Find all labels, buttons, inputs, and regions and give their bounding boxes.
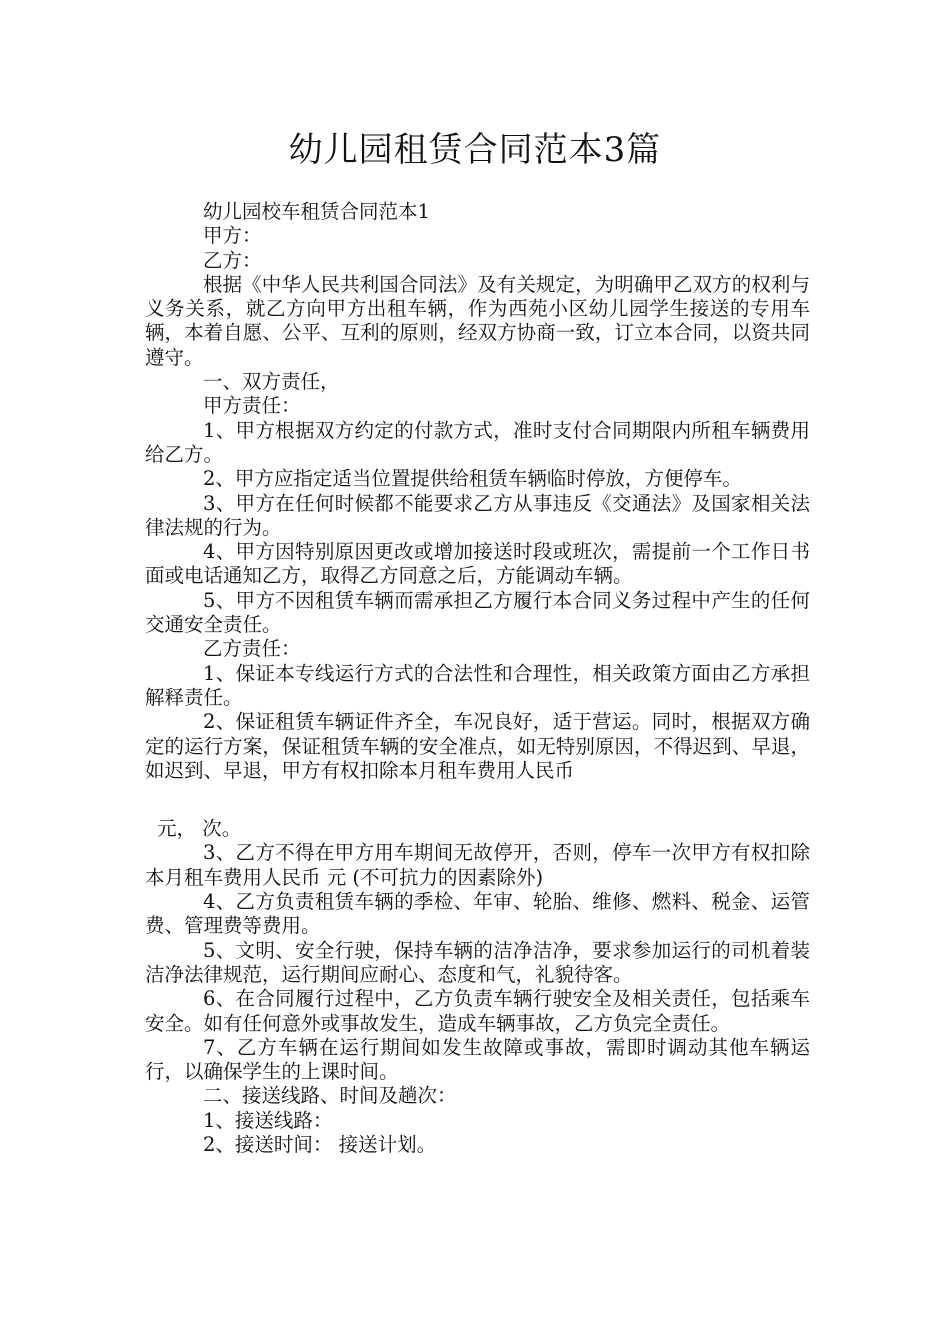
party-a-duty-4: 4、甲方因特别原因更改或增加接送时段或班次，需提前一个工作日书面或电话通知乙方，取得乙方同意之后，方能调动车辆。 [145,540,810,588]
party-b-duty-4: 4、乙方负责租赁车辆的季检、年审、轮胎、维修、燃料、税金、运管费、管理费等费用。 [145,890,810,938]
party-b-duty-2: 2、保证租赁车辆证件齐全，车况良好，适于营运。同时，根据双方确定的运行方案，保证租赁车辆的安全准点，如无特别原因，不得迟到、早退，如迟到、早退，甲方有权扣除本月租车费用人民币 [145,710,810,782]
party-b-duty-6: 6、在合同履行过程中，乙方负责车辆行驶安全及相关责任，包括乘车安全。如有任何意外或事故发生，造成车辆事故，乙方负完全责任。 [145,987,810,1035]
party-b-duty-7: 7、乙方车辆在运行期间如发生故障或事故，需即时调动其他车辆运行，以确保学生的上课时间。 [145,1035,810,1084]
party-b-duty-1: 1、保证本专线运行方式的合法性和合理性，相关政策方面由乙方承担解释责任。 [145,661,810,709]
document-body [145,200,810,1157]
party-a-duty-1: 1、甲方根据双方约定的付款方式，准时支付合同期限内所租车辆费用给乙方。 [145,418,810,466]
document-title: 幼儿园租赁合同范本3篇 [288,130,662,170]
party-a-duty-2: 2、甲方应指定适当位置提供给租赁车辆临时停放，方便停车。 [203,467,742,491]
party-b-duties-heading: 乙方责任： [203,637,301,661]
route-item-1: 1、接送线路： [203,1108,333,1132]
clause-heading: 一、双方责任， [203,370,340,394]
party-a-duty-3: 3、甲方在任何时候都不能要求乙方从事违反《交通法》及国家相关法律法规的行为。 [145,491,810,539]
party-b-duty-5: 5、文明、安全行驶，保持车辆的洁净洁净，要求参加运行的司机着装洁净法律规范，运行期间应耐心、态度和气，礼貌待客。 [145,938,810,986]
section-heading: 幼儿园校车租赁合同范本1 [203,200,430,223]
party-a-duty-5: 5、甲方不因租赁车辆而需承担乙方履行本合同义务过程中产生的任何交通安全责任。 [145,588,810,637]
route-item-2: 2、接送时间： 接送计划。 [203,1132,437,1156]
route-heading: 二、接送线路、时间及趟次： [203,1084,457,1108]
blank-gap [145,783,810,817]
party-b-duty-3: 3、乙方不得在甲方用车期间无故停开，否则，停车一次甲方有权扣除本月租车费用人民币 元 (不可抗力的因素除外) [145,841,810,889]
party-a-label: 甲方： [203,224,262,248]
fill-in-line: 元， 次。 [157,817,242,841]
preamble-paragraph: 根据《中华人民共利国合同法》及有关规定，为明确甲乙双方的权利与义务关系，就乙方向甲方出租车辆，作为西苑小区幼儿园学生接送的专用车辆，本着自愿、公平、互利的原则，经双方协商一致，订立本合同，以资共同遵守。 [145,272,810,369]
party-b-label: 乙方： [203,248,262,272]
party-a-duties-heading: 甲方责任： [203,394,301,418]
